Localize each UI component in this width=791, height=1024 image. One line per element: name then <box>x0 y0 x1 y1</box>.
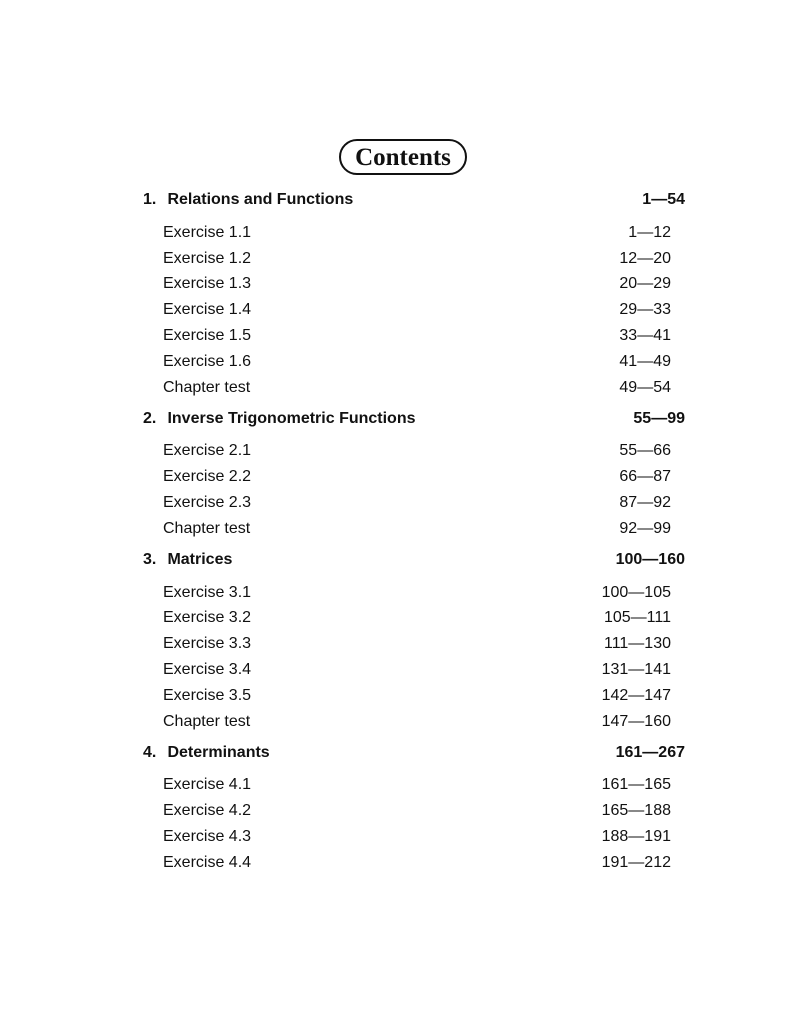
toc-entry[interactable] <box>143 297 685 323</box>
chapter-pages: 55—99 <box>633 409 685 427</box>
entry-label: Exercise 3.4 <box>163 661 252 679</box>
entry-label: Exercise 2.1 <box>163 442 252 460</box>
toc-entry[interactable] <box>143 631 685 657</box>
entry-pages: 66—87 <box>619 468 671 486</box>
chapter-heading[interactable] <box>143 548 685 572</box>
entry-pages: 161—165 <box>601 776 671 794</box>
entry-label: Exercise 4.3 <box>163 828 252 846</box>
entry-pages: 41—49 <box>619 352 671 370</box>
chapter-heading-title <box>143 744 270 762</box>
toc-entry[interactable] <box>143 824 685 850</box>
entry-label: Exercise 1.2 <box>163 249 252 267</box>
chapter-title: Determinants <box>167 743 270 761</box>
chapter-heading[interactable] <box>143 741 685 765</box>
entry-pages: 142—147 <box>601 686 671 704</box>
entry-pages: 49—54 <box>619 378 671 396</box>
entry-pages: 29—33 <box>619 301 671 319</box>
chapter-pages: 161—267 <box>615 743 685 761</box>
toc-entry[interactable] <box>143 580 685 606</box>
chapter-heading[interactable] <box>143 188 685 212</box>
entry-label: Chapter test <box>163 378 251 396</box>
toc-entry[interactable] <box>143 606 685 632</box>
entry-label: Exercise 1.6 <box>163 352 252 370</box>
entry-label: Exercise 2.3 <box>163 494 252 512</box>
entry-pages: 20—29 <box>619 275 671 293</box>
chapter-heading-title <box>143 191 353 209</box>
toc-entry[interactable] <box>143 349 685 375</box>
page-title: Contents <box>355 143 451 171</box>
entry-pages: 100—105 <box>601 583 671 601</box>
chapter-title: Matrices <box>167 550 233 568</box>
chapter-number: 4. <box>143 743 157 761</box>
entry-label: Chapter test <box>163 712 251 730</box>
chapter-2 <box>143 407 685 542</box>
entry-pages: 55—66 <box>619 442 671 460</box>
chapter-1 <box>143 188 685 401</box>
entry-label: Exercise 1.3 <box>163 275 252 293</box>
entry-label: Exercise 4.2 <box>163 802 252 820</box>
toc-entry[interactable] <box>143 323 685 349</box>
toc-entry[interactable] <box>143 850 685 876</box>
entry-pages: 188—191 <box>601 828 671 846</box>
contents-title-box <box>339 139 467 175</box>
chapter-number: 2. <box>143 409 157 427</box>
entry-label: Exercise 3.3 <box>163 635 252 653</box>
chapter-pages: 100—160 <box>615 550 685 568</box>
chapter-number: 1. <box>143 191 157 208</box>
entry-pages: 105—111 <box>603 609 671 627</box>
entry-pages: 12—20 <box>619 249 671 267</box>
toc-entry[interactable] <box>143 709 685 735</box>
entry-pages: 191—212 <box>601 853 671 871</box>
entry-pages: 131—141 <box>601 661 671 679</box>
entry-pages: 111—130 <box>603 635 671 653</box>
chapter-number: 3. <box>143 550 157 568</box>
table-of-contents <box>143 188 685 882</box>
toc-entry[interactable] <box>143 490 685 516</box>
toc-entry[interactable] <box>143 246 685 272</box>
entry-pages: 33—41 <box>619 327 671 345</box>
entry-label: Exercise 4.4 <box>163 853 252 871</box>
chapter-pages: 1—54 <box>642 191 685 208</box>
chapter-entries <box>143 580 685 735</box>
entry-pages: 92—99 <box>619 519 671 537</box>
chapter-entries <box>143 773 685 876</box>
entry-pages: 87—92 <box>619 494 671 512</box>
toc-entry[interactable] <box>143 683 685 709</box>
chapter-title: Relations and Functions <box>167 191 354 208</box>
entry-pages: 165—188 <box>601 802 671 820</box>
toc-entry[interactable] <box>143 220 685 246</box>
chapter-heading-title <box>143 410 416 428</box>
chapter-title: Inverse Trigonometric Functions <box>167 409 416 427</box>
entry-label: Exercise 1.4 <box>163 301 252 319</box>
chapter-4 <box>143 741 685 876</box>
toc-entry[interactable] <box>143 272 685 298</box>
chapter-heading[interactable] <box>143 407 685 431</box>
toc-entry[interactable] <box>143 464 685 490</box>
entry-label: Exercise 3.1 <box>163 583 252 601</box>
chapter-entries <box>143 220 685 401</box>
entry-pages: 1—12 <box>628 223 671 241</box>
toc-entry[interactable] <box>143 439 685 465</box>
entry-pages: 147—160 <box>601 712 671 730</box>
entry-label: Exercise 3.5 <box>163 686 252 704</box>
entry-label: Exercise 1.1 <box>163 223 252 241</box>
toc-entry[interactable] <box>143 773 685 799</box>
entry-label: Exercise 3.2 <box>163 609 252 627</box>
entry-label: Exercise 4.1 <box>163 776 252 794</box>
toc-entry[interactable] <box>143 798 685 824</box>
entry-label: Exercise 1.5 <box>163 327 252 345</box>
chapter-entries <box>143 439 685 542</box>
entry-label: Chapter test <box>163 519 251 537</box>
toc-entry[interactable] <box>143 657 685 683</box>
chapter-3 <box>143 548 685 735</box>
entry-label: Exercise 2.2 <box>163 468 252 486</box>
chapter-heading-title <box>143 551 232 569</box>
toc-entry[interactable] <box>143 375 685 401</box>
toc-entry[interactable] <box>143 516 685 542</box>
